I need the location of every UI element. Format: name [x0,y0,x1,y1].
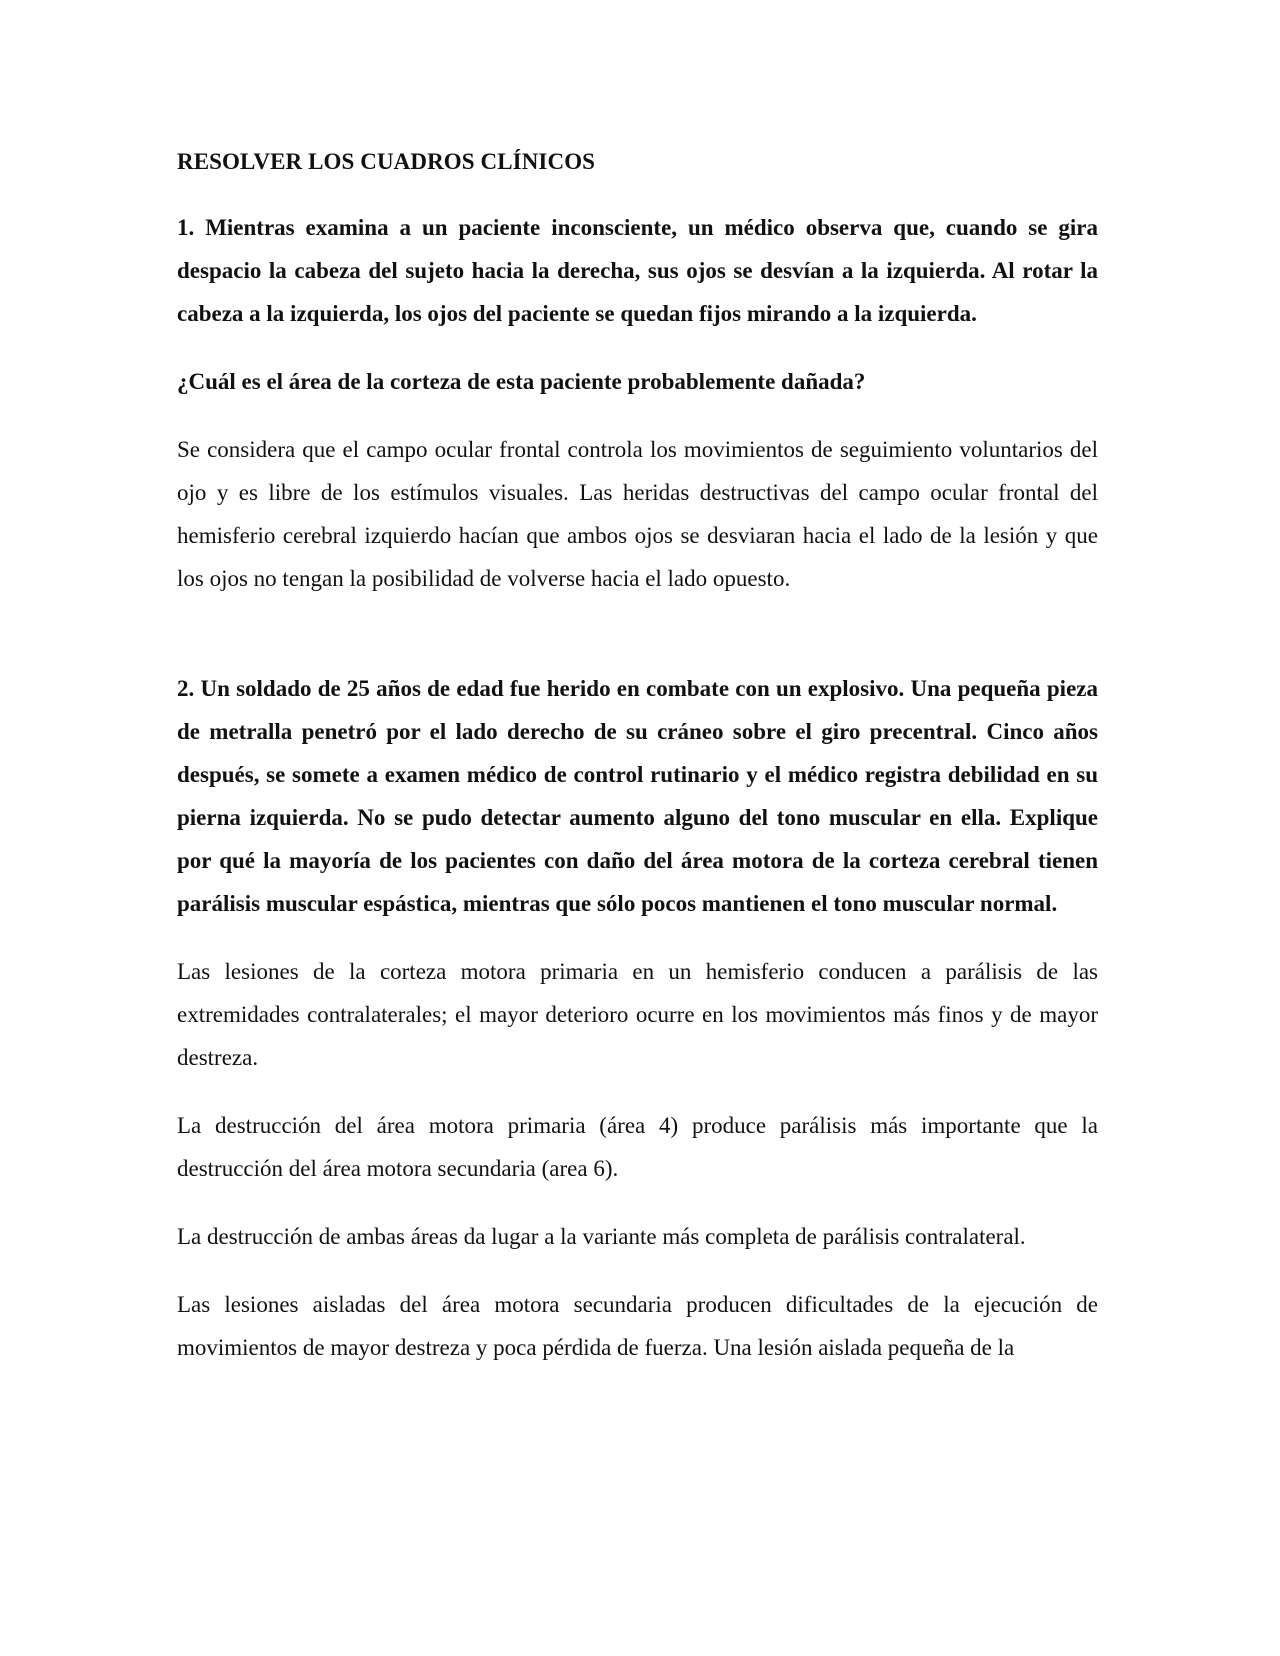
case-2-answer-1: Las lesiones de la corteza motora primaria en un hemisferio conducen a parálisis de las extremidades contralaterales; el mayor deterioro ocurre en los movimientos más finos y de mayor destreza. [177,959,1098,1070]
document-title: RESOLVER LOS CUADROS CLÍNICOS [177,149,596,174]
case-2-answer-4: Las lesiones aisladas del área motora secundaria producen dificultades de la ejecución de movimientos de mayor destreza y poca pérdida de fuerza. Una lesión aislada pequeña de la [177,1292,1098,1360]
document-page [177,140,1098,1369]
case-2-answer-3: La destrucción de ambas áreas da lugar a la variante más completa de parálisis contralateral. [177,1224,1026,1249]
case-1-statement: 1. Mientras examina a un paciente inconsciente, un médico observa que, cuando se gira despacio la cabeza del sujeto hacia la derecha, sus ojos se desvían a la izquierda. Al rotar la cabeza a la izquierda, los ojos del paciente se quedan fijos mirando a la izquierda. [177,215,1098,326]
case-1-answer: Se considera que el campo ocular frontal controla los movimientos de seguimiento voluntarios del ojo y es libre de los estímulos visuales. Las heridas destructivas del campo ocular frontal del hemisferio cerebral izquierdo hacían que ambos ojos se desviaran hacia el lado de la lesión y que los ojos no tengan la posibilidad de volverse hacia el lado opuesto. [177,437,1098,591]
case-2-answer-2: La destrucción del área motora primaria (área 4) produce parálisis más importante que la destrucción del área motora secundaria (area 6). [177,1113,1098,1181]
case-1-question: ¿Cuál es el área de la corteza de esta paciente probablemente dañada? [177,369,866,394]
case-2-statement: 2. Un soldado de 25 años de edad fue herido en combate con un explosivo. Una pequeña pieza de metralla penetró por el lado derecho de su cráneo sobre el giro precentral. Cinco años después, se somete a examen médico de control rutinario y el médico registra debilidad en su pierna izquierda. No se pudo detectar aumento alguno del tono muscular en ella. Explique por qué la mayoría de los pacientes con daño del área motora de la corteza cerebral tienen parálisis muscular espástica, mientras que sólo pocos mantienen el tono muscular normal. [177,676,1098,916]
